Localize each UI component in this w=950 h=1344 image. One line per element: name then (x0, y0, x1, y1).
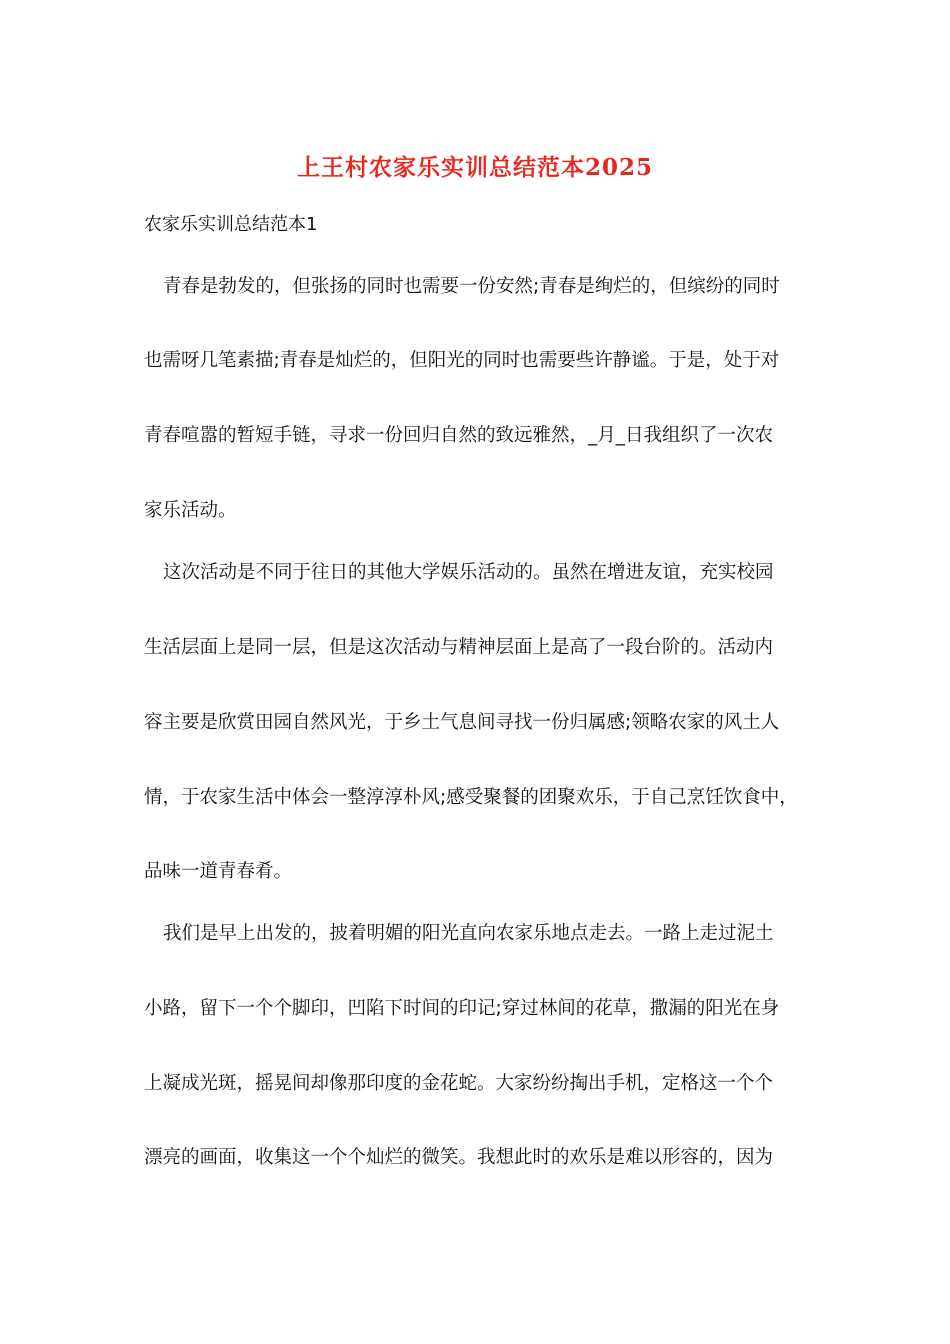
paragraph-line: 家乐活动。 (144, 500, 237, 521)
paragraph-line: 小路，留下一个个脚印，凹陷下时间的印记;穿过林间的花草，撒漏的阳光在身 (144, 998, 780, 1019)
section-heading: 农家乐实训总结范本1 (144, 214, 318, 235)
paragraph-line: 情，于农家生活中体会一整淳淳朴风;感受聚餐的团聚欢乐，于自己烹饪饮食中， (144, 787, 798, 808)
paragraph-line: 漂亮的画面，收集这一个个灿烂的微笑。我想此时的欢乐是难以形容的，因为 (144, 1147, 774, 1168)
paragraph-line: 青春喧嚣的暂短手链，寻求一份回归自然的致远雅然，_月_日我组织了一次农 (144, 425, 774, 446)
paragraph-line: 生活层面上是同一层，但是这次活动与精神层面上是高了一段台阶的。活动内 (144, 637, 774, 658)
paragraph-line: 品味一道青春肴。 (144, 861, 293, 882)
paragraph-line: 这次活动是不同于往日的其他大学娱乐活动的。虽然在增进友谊，充实校园 (163, 562, 774, 583)
document-title: 上王村农家乐实训总结范本2025 (296, 154, 653, 181)
paragraph-line: 也需呀几笔素描;青春是灿烂的，但阳光的同时也需要些许静谧。于是，处于对 (144, 350, 780, 371)
paragraph-line: 我们是早上出发的，披着明媚的阳光直向农家乐地点走去。一路上走过泥土 (163, 923, 774, 944)
paragraph-line: 容主要是欣赏田园自然风光，于乡土气息间寻找一份归属感;领略农家的风土人 (144, 712, 780, 733)
paragraph-line: 上凝成光斑，摇晃间却像那印度的金花蛇。大家纷纷掏出手机，定格这一个个 (144, 1073, 774, 1094)
paragraph-line: 青春是勃发的，但张扬的同时也需要一份安然;青春是绚烂的，但缤纷的同时 (163, 276, 780, 297)
